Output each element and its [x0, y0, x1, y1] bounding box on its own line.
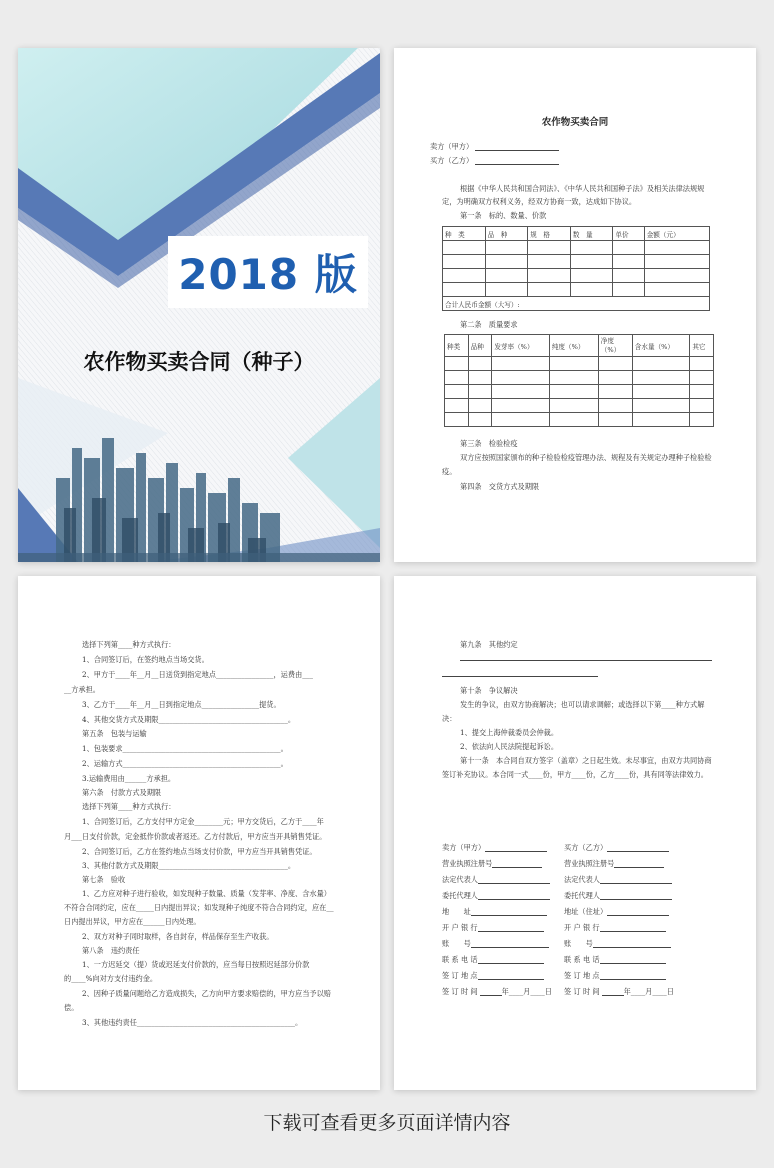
text-line: 1、合同签订后，在签约地点当场交货。	[82, 655, 209, 664]
text-line: 偿。	[64, 1003, 79, 1012]
text-line: 1、包装要求____________________________________________。	[82, 744, 288, 753]
sign-right-label: 地址（住址）	[564, 907, 669, 916]
sign-right-label: 账 号	[564, 939, 671, 948]
sign-left-label: 委托代理人	[442, 891, 550, 900]
dispute-option-2: 2、依法向人民法院提起诉讼。	[460, 742, 559, 751]
contract-page-1	[394, 48, 756, 562]
text-line: 选择下列第____种方式执行：	[82, 640, 176, 649]
article-3-text-2: 疫。	[442, 467, 457, 476]
article-11-text-1: 第十一条 本合同自双方签字（盖章）之日起生效。未尽事宜，由双方共同协商	[460, 756, 712, 765]
text-line: 2、甲方于____年__月__日送货到指定地点________________，运费由___	[82, 670, 313, 679]
article-11-text-2: 签订补充协议。本合同一式____份，甲方____份，乙方____份，具有同等法律效力。	[442, 770, 708, 779]
sign-left-label: 联 系 电 话	[442, 955, 544, 964]
text-line: 的____%向对方支付违约金。	[64, 974, 158, 983]
quality-header-cell: 含水量（%）	[632, 335, 690, 357]
quality-header-cell: 净度（%）	[598, 335, 632, 357]
quality-table	[444, 334, 714, 427]
goods-table	[442, 226, 710, 311]
table-row	[445, 399, 714, 413]
total-row	[443, 297, 710, 311]
text-line: 2、因种子质量问题给乙方造成损失，乙方向甲方要求赔偿的，甲方应当予以赔	[82, 989, 331, 998]
text-line: 2、合同签订后，乙方在签约地点当场支付价款，甲方应当开具销售凭证。	[82, 847, 317, 856]
text-line: 不符合合同约定，应在_____日内提出异议；如发现种子纯度不符合合同约定，应在__	[64, 903, 334, 912]
table-row	[445, 413, 714, 427]
sign-right-label: 买方（乙方）	[564, 843, 669, 852]
goods-table-header	[443, 227, 710, 241]
download-hint-text: 下载可查看更多页面详情内容	[263, 1112, 511, 1134]
table-row	[443, 269, 710, 283]
sign-right-label: 开 户 银 行	[564, 923, 666, 932]
contract-page-3	[394, 576, 756, 1090]
article-heading: 第五条 包装与运输	[82, 729, 147, 738]
table-row	[443, 241, 710, 255]
text-line: 4、其他交货方式及期限____________________________________。	[82, 715, 296, 724]
article-3-heading: 第三条 检验检疫	[460, 439, 518, 448]
text-line: 1、乙方应对种子进行验收，如发现种子数量、质量（发芽率、净度、含水量）	[82, 889, 331, 898]
table-row	[445, 371, 714, 385]
article-3-text-1: 双方应按照国家颁布的种子检验检疫管理办法、规程及有关规定办理种子检验检	[460, 453, 712, 462]
quality-header-cell: 种类	[445, 335, 469, 357]
article-9-heading: 第九条 其他约定	[460, 640, 518, 649]
table-row	[445, 357, 714, 371]
sign-right-label: 联 系 电 话	[564, 955, 666, 964]
article-10-text-1: 发生的争议，由双方协商解决；也可以请求调解；或选择以下第____种方式解	[460, 700, 705, 709]
table-row	[443, 255, 710, 269]
sign-left-label: 签 订 地 点	[442, 971, 544, 980]
sign-right-label: 委托代理人	[564, 891, 672, 900]
buyer-field: 买方（乙方）	[430, 156, 559, 165]
contract-page-2	[18, 576, 380, 1090]
goods-header-cell: 单价	[613, 227, 644, 241]
table-row	[443, 283, 710, 297]
total-amount-label: 合计人民币金额（大写）:	[443, 297, 710, 311]
dispute-option-1: 1、提交上海仲裁委员会仲裁。	[460, 728, 559, 737]
text-line: 月___日支付价款，定金抵作价款或者返还。乙方付款后，甲方应当开具销售凭证。	[64, 832, 327, 841]
quality-header-cell: 品种	[468, 335, 492, 357]
sign-right-label: 签 订 地 点	[564, 971, 666, 980]
text-line: 2、运输方式____________________________________________。	[82, 759, 288, 768]
quality-header-cell: 纯度（%）	[549, 335, 598, 357]
quality-header-cell: 其它	[690, 335, 714, 357]
text-line: 1、合同签订后，乙方支付甲方定金________元；甲方交货后，乙方于____年	[82, 817, 324, 826]
sign-left-label: 账 号	[442, 939, 549, 948]
text-line: 3、其他付款方式及期限____________________________________。	[82, 861, 296, 870]
cover-page	[18, 48, 380, 562]
sign-left-label: 营业执照注册号	[442, 859, 542, 868]
sign-left-label: 法定代表人	[442, 875, 550, 884]
sign-right-label: 营业执照注册号	[564, 859, 664, 868]
article-10-heading: 第十条 争议解决	[460, 686, 518, 695]
text-line: 2、双方对种子同时取样，各自封存，样品保存至生产收获。	[82, 932, 274, 941]
quality-header-cell: 发芽率（%）	[492, 335, 550, 357]
article-heading: 第八条 违约责任	[82, 946, 140, 955]
article-4-heading: 第四条 交货方式及期限	[460, 482, 540, 491]
sign-left-date: 签 订 时 间 年____月____日	[442, 987, 552, 996]
blank-line	[460, 660, 712, 661]
text-line: __方承担。	[64, 685, 100, 694]
intro-line-2: 定，为明确双方权利义务，经双方协商一致，达成如下协议。	[442, 197, 637, 206]
cover-year-label: 2018 版	[168, 236, 368, 308]
contract-title: 农作物买卖合同	[541, 117, 609, 128]
text-line: 3、其他违约责任____________________________________________。	[82, 1018, 303, 1027]
text-line: 1、一方迟延交（提）货或迟延支付价款的，应当每日按照迟延部分价款	[82, 960, 310, 969]
goods-header-cell: 品 种	[485, 227, 528, 241]
intro-line-1: 根据《中华人民共和国合同法》、《中华人民共和国种子法》及相关法律法规规	[460, 184, 705, 193]
text-line: 日内提出异议，甲方应在______日内处理。	[64, 917, 201, 926]
text-line: 3、乙方于____年__月__日到指定地点________________提货。	[82, 700, 281, 709]
cover-title: 农作物买卖合同（种子）	[83, 350, 315, 374]
sign-right-label: 法定代表人	[564, 875, 672, 884]
table-row	[445, 385, 714, 399]
quality-table-header	[445, 335, 714, 357]
text-line: 3.运输费用由______方承担。	[82, 774, 176, 783]
article-heading: 第七条 验收	[82, 875, 126, 884]
article-10-text-2: 决：	[442, 714, 457, 723]
article-heading: 第六条 付款方式及期限	[82, 788, 162, 797]
goods-header-cell: 金额（元）	[644, 227, 709, 241]
goods-header-cell: 种 类	[443, 227, 486, 241]
sign-right-date: 签 订 时 间 年____月____日	[564, 987, 674, 996]
goods-header-cell: 数 量	[570, 227, 613, 241]
seller-field: 卖方（甲方）	[430, 142, 559, 151]
article-1-heading: 第一条 标的、数量、价款	[460, 211, 547, 220]
blank-line	[442, 676, 598, 677]
sign-left-label: 地 址	[442, 907, 547, 916]
sign-left-label: 卖方（甲方）	[442, 843, 547, 852]
text-line: 选择下列第____种方式执行：	[82, 802, 176, 811]
article-2-heading: 第二条 质量要求	[460, 320, 518, 329]
sign-left-label: 开 户 银 行	[442, 923, 544, 932]
goods-header-cell: 规 格	[528, 227, 571, 241]
